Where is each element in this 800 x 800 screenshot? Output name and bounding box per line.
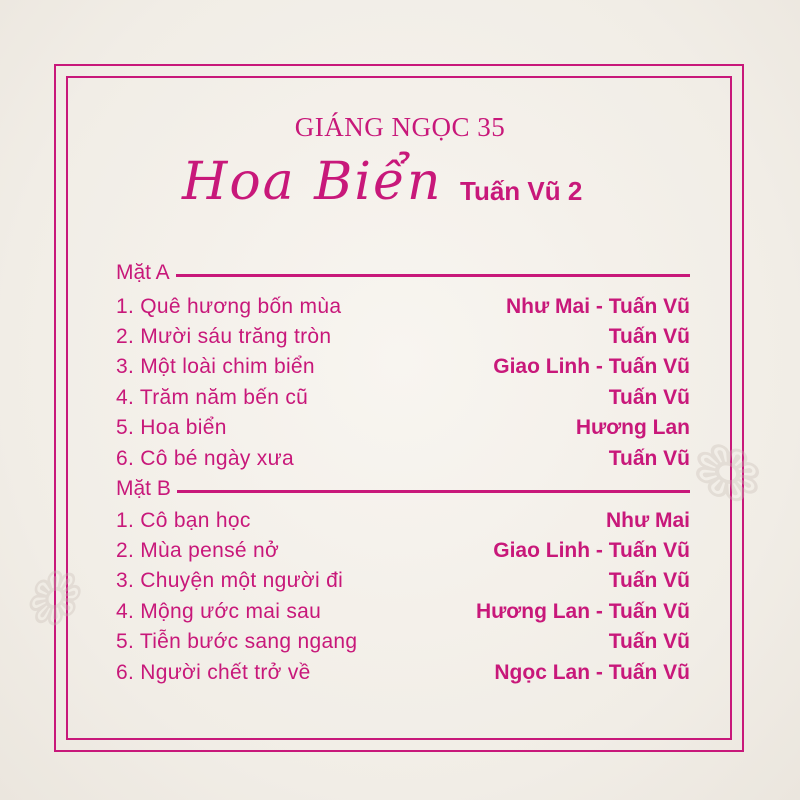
track-singer: Tuấn Vũ xyxy=(608,325,690,348)
track-singer: Như Mai xyxy=(605,509,690,532)
track-singer: Tuấn Vũ xyxy=(608,386,690,409)
side-a-header xyxy=(116,258,690,288)
track-title: 1. Quê hương bốn mùa xyxy=(116,295,342,318)
embossed-logo-decoration: ❁ xyxy=(10,553,89,649)
track-row xyxy=(116,566,690,596)
side-b-divider xyxy=(177,490,690,493)
track-row xyxy=(116,506,690,536)
track-title: 2. Mùa pensé nở xyxy=(116,539,280,562)
track-singer: Như Mai - Tuấn Vũ xyxy=(506,295,690,318)
track-singer: Tuấn Vũ xyxy=(608,447,690,470)
track-title: 4. Mộng ước mai sau xyxy=(116,600,322,623)
track-title: 6. Cô bé ngày xưa xyxy=(116,447,294,470)
track-title: 5. Tiễn bước sang ngang xyxy=(116,630,358,653)
track-row xyxy=(116,444,690,474)
track-row xyxy=(116,658,690,688)
track-singer: Tuấn Vũ xyxy=(608,630,690,653)
track-singer: Hương Lan xyxy=(575,416,690,439)
track-title: 3. Chuyện một người đi xyxy=(116,569,344,592)
series-title: GIÁNG NGỌC 35 xyxy=(294,112,506,142)
track-title: 1. Cô bạn học xyxy=(116,509,251,532)
track-row xyxy=(116,627,690,657)
track-title: 6. Người chết trở về xyxy=(116,661,311,684)
side-a-label: Mặt A xyxy=(116,261,170,284)
track-row xyxy=(116,597,690,627)
track-singer: Ngọc Lan - Tuấn Vũ xyxy=(494,661,690,684)
track-singer: Giao Linh - Tuấn Vũ xyxy=(493,539,690,562)
track-row xyxy=(116,322,690,352)
album-title: Hoa Biển xyxy=(182,152,443,212)
side-b-label: Mặt B xyxy=(116,477,171,500)
album-artist: Tuấn Vũ 2 xyxy=(460,176,583,206)
track-row xyxy=(116,383,690,413)
track-row xyxy=(116,536,690,566)
track-title: 2. Mười sáu trăng tròn xyxy=(116,325,332,348)
track-singer: Giao Linh - Tuấn Vũ xyxy=(493,355,690,378)
embossed-logo-decoration-right: ❁ xyxy=(668,419,779,514)
track-row xyxy=(116,292,690,322)
track-row xyxy=(116,352,690,382)
track-title: 5. Hoa biển xyxy=(116,416,227,439)
side-b-header xyxy=(116,474,690,504)
track-title: 4. Trăm năm bến cũ xyxy=(116,386,309,409)
track-singer: Tuấn Vũ xyxy=(608,569,690,592)
side-a-divider xyxy=(176,274,690,277)
track-singer: Hương Lan - Tuấn Vũ xyxy=(475,600,690,623)
track-title: 3. Một loài chim biển xyxy=(116,355,315,378)
track-row xyxy=(116,413,690,443)
